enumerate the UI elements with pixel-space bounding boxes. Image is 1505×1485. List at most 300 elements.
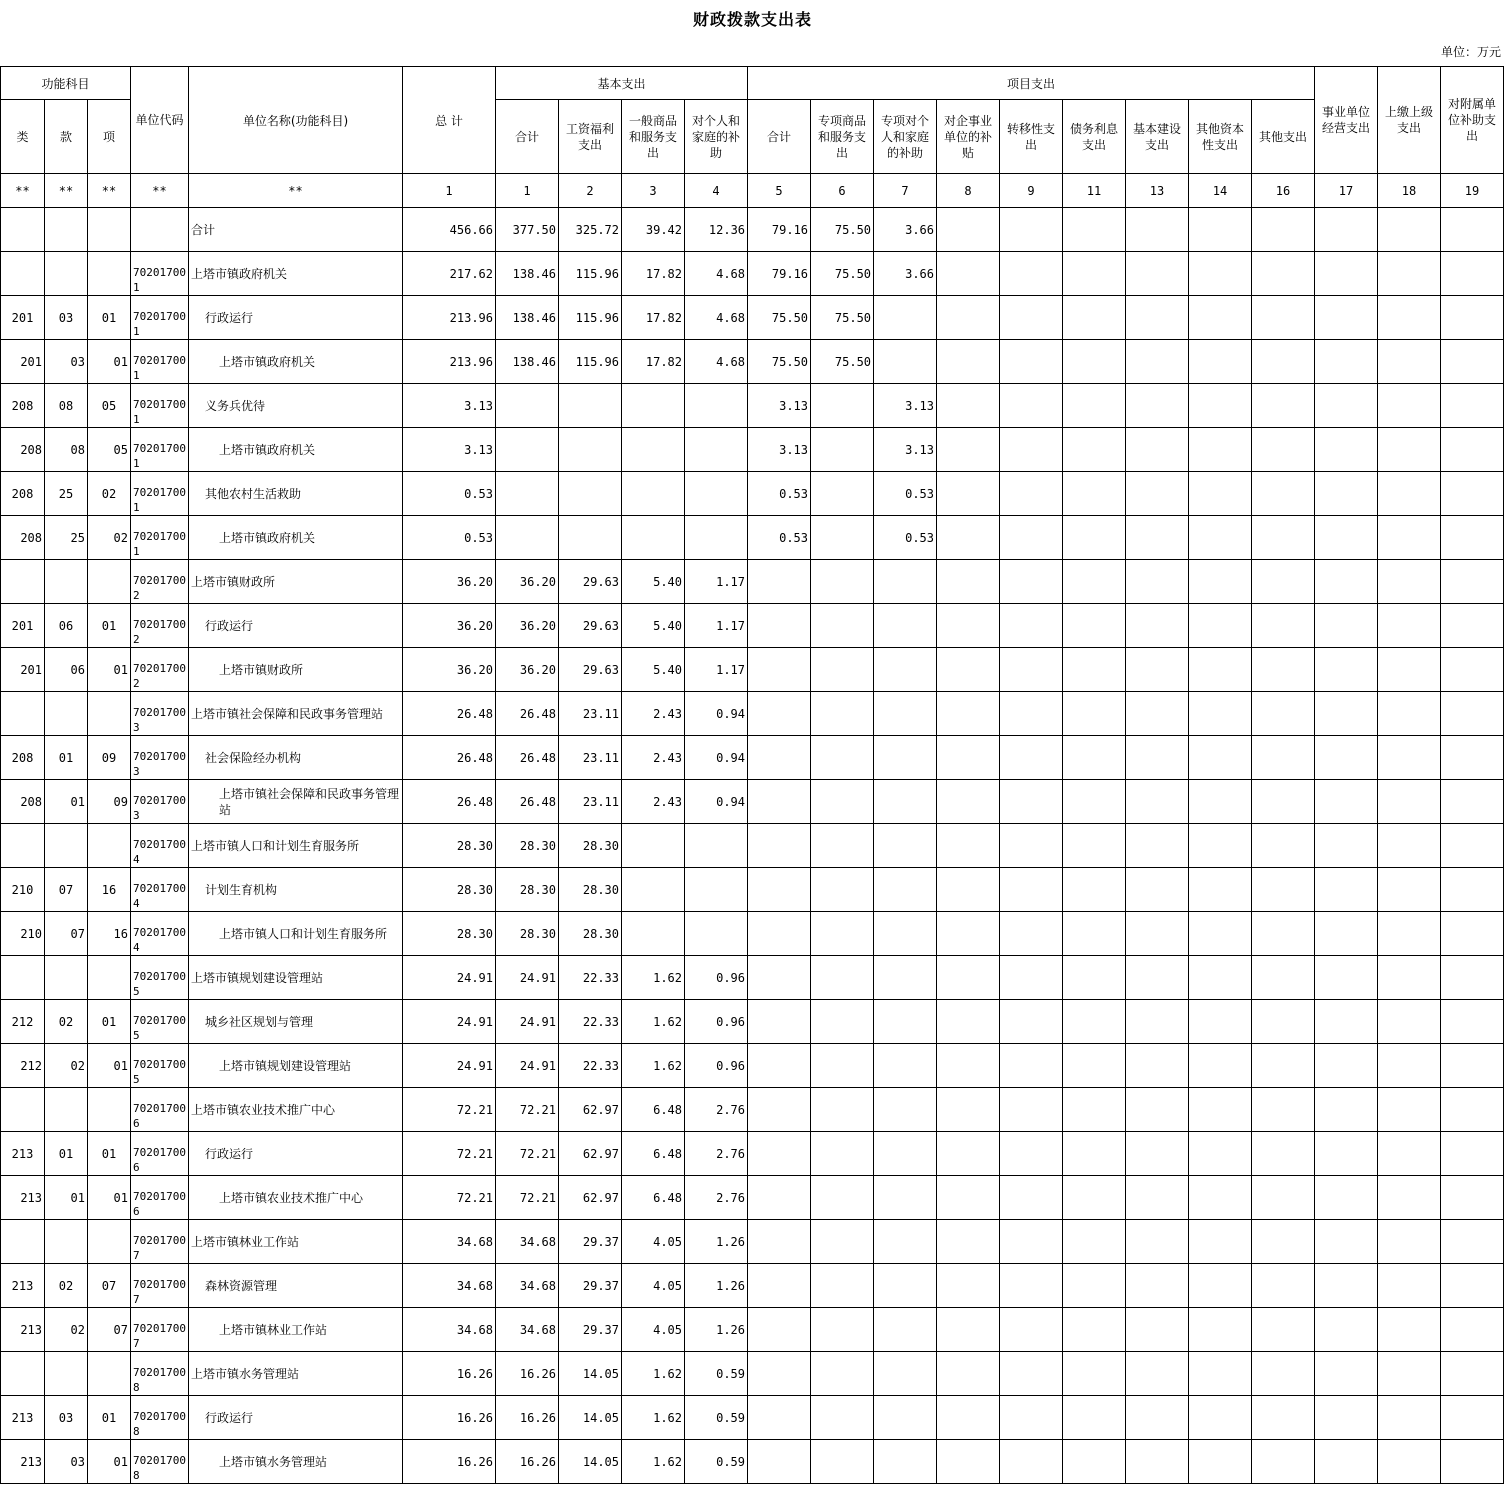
cell-amount: 36.20	[403, 648, 496, 692]
cell-amount	[811, 692, 874, 736]
cell-empty	[1000, 1176, 1063, 1220]
cell-amount: 3.13	[874, 384, 937, 428]
cell-amount	[748, 560, 811, 604]
cell-amount	[874, 1000, 937, 1044]
cell-amount	[811, 1440, 874, 1484]
cell-empty	[1252, 516, 1315, 560]
cell-empty	[1126, 780, 1189, 824]
cell-empty	[1126, 1000, 1189, 1044]
cell-lei	[1, 1352, 45, 1396]
cell-amount	[559, 384, 622, 428]
cell-empty	[1441, 1264, 1504, 1308]
header-func-subject: 功能科目	[1, 67, 131, 100]
cell-empty	[1378, 1000, 1441, 1044]
cell-empty	[1063, 252, 1126, 296]
cell-xiang	[88, 692, 131, 736]
cell-empty	[1315, 1088, 1378, 1132]
cell-empty	[1126, 648, 1189, 692]
cell-amount: 72.21	[496, 1176, 559, 1220]
cell-empty	[1126, 1220, 1189, 1264]
cell-empty	[1441, 1352, 1504, 1396]
cell-kuan: 03	[45, 296, 88, 340]
cell-empty	[1126, 1132, 1189, 1176]
header-index-cell: 3	[622, 174, 685, 208]
cell-amount: 1.62	[622, 1000, 685, 1044]
cell-empty	[1378, 560, 1441, 604]
cell-amount	[811, 1352, 874, 1396]
header-index-cell: **	[88, 174, 131, 208]
cell-empty	[1000, 824, 1063, 868]
cell-unit-name: 上塔市镇农业技术推广中心	[189, 1088, 403, 1132]
cell-empty	[1441, 956, 1504, 1000]
cell-unit-code: 702017002	[131, 648, 189, 692]
cell-xiang: 09	[88, 780, 131, 824]
cell-amount	[811, 1000, 874, 1044]
cell-unit-code: 702017001	[131, 252, 189, 296]
cell-empty	[1441, 604, 1504, 648]
cell-lei: 201	[1, 648, 45, 692]
cell-amount: 0.53	[874, 516, 937, 560]
cell-amount	[811, 1308, 874, 1352]
cell-amount: 22.33	[559, 1044, 622, 1088]
cell-unit-name: 上塔市镇水务管理站	[189, 1440, 403, 1484]
cell-lei	[1, 1220, 45, 1264]
cell-unit-name: 上塔市镇规划建设管理站	[189, 1044, 403, 1088]
header-index-cell: 9	[1000, 174, 1063, 208]
cell-amount: 34.68	[403, 1308, 496, 1352]
cell-amount: 0.96	[685, 1044, 748, 1088]
cell-empty	[1441, 516, 1504, 560]
cell-unit-code: 702017001	[131, 296, 189, 340]
cell-amount	[622, 824, 685, 868]
header-index-cell: 2	[559, 174, 622, 208]
cell-empty	[1000, 1396, 1063, 1440]
cell-amount: 72.21	[403, 1176, 496, 1220]
table-row	[1, 824, 1504, 868]
header-index-cell: 13	[1126, 174, 1189, 208]
cell-amount: 28.30	[559, 868, 622, 912]
cell-amount	[748, 604, 811, 648]
cell-unit-code: 702017005	[131, 1000, 189, 1044]
cell-unit-code	[131, 208, 189, 252]
cell-amount: 2.43	[622, 780, 685, 824]
cell-amount: 28.30	[496, 912, 559, 956]
cell-empty	[1000, 648, 1063, 692]
cell-empty	[1000, 868, 1063, 912]
cell-amount: 217.62	[403, 252, 496, 296]
cell-amount: 28.30	[403, 824, 496, 868]
cell-lei: 201	[1, 604, 45, 648]
cell-unit-code: 702017007	[131, 1264, 189, 1308]
cell-empty	[937, 252, 1000, 296]
cell-amount	[811, 912, 874, 956]
cell-amount	[811, 824, 874, 868]
table-row	[1, 1132, 1504, 1176]
cell-amount: 26.48	[496, 780, 559, 824]
cell-kuan	[45, 252, 88, 296]
cell-empty	[1315, 1308, 1378, 1352]
table-row	[1, 780, 1504, 824]
cell-empty	[1252, 868, 1315, 912]
cell-amount: 62.97	[559, 1176, 622, 1220]
cell-amount: 4.05	[622, 1308, 685, 1352]
cell-amount	[748, 1044, 811, 1088]
cell-xiang	[88, 1220, 131, 1264]
cell-empty	[1189, 1220, 1252, 1264]
header-project-col: 转移性支出	[1000, 100, 1063, 174]
cell-amount	[748, 1132, 811, 1176]
cell-amount: 79.16	[748, 208, 811, 252]
cell-empty	[937, 1176, 1000, 1220]
cell-empty	[1378, 1396, 1441, 1440]
cell-lei	[1, 208, 45, 252]
cell-amount	[874, 1088, 937, 1132]
cell-amount: 1.17	[685, 648, 748, 692]
cell-kuan	[45, 1088, 88, 1132]
cell-empty	[1000, 780, 1063, 824]
cell-empty	[1441, 296, 1504, 340]
cell-amount: 6.48	[622, 1088, 685, 1132]
cell-empty	[1063, 648, 1126, 692]
cell-amount	[685, 472, 748, 516]
cell-empty	[1378, 780, 1441, 824]
cell-amount	[874, 1396, 937, 1440]
table-row	[1, 648, 1504, 692]
cell-xiang: 01	[88, 648, 131, 692]
table-row	[1, 208, 1504, 252]
table-row	[1, 516, 1504, 560]
cell-empty	[1000, 560, 1063, 604]
cell-amount: 5.40	[622, 560, 685, 604]
cell-unit-code: 702017004	[131, 912, 189, 956]
cell-lei	[1, 692, 45, 736]
cell-amount: 14.05	[559, 1352, 622, 1396]
cell-empty	[1189, 472, 1252, 516]
cell-unit-code: 702017001	[131, 428, 189, 472]
cell-kuan: 06	[45, 648, 88, 692]
cell-amount: 3.13	[748, 428, 811, 472]
cell-empty	[1315, 1000, 1378, 1044]
cell-empty	[1189, 912, 1252, 956]
cell-xiang	[88, 1352, 131, 1396]
cell-empty	[1315, 1132, 1378, 1176]
cell-amount	[748, 868, 811, 912]
cell-empty	[937, 340, 1000, 384]
cell-amount: 3.13	[874, 428, 937, 472]
cell-empty	[1378, 1088, 1441, 1132]
cell-amount: 24.91	[403, 1000, 496, 1044]
header-index-cell: 4	[685, 174, 748, 208]
cell-empty	[1441, 1088, 1504, 1132]
cell-amount: 26.48	[496, 692, 559, 736]
cell-amount: 28.30	[496, 824, 559, 868]
cell-amount	[496, 472, 559, 516]
cell-amount	[811, 1264, 874, 1308]
cell-unit-name: 上塔市镇规划建设管理站	[189, 956, 403, 1000]
cell-empty	[1126, 208, 1189, 252]
cell-amount: 16.26	[403, 1440, 496, 1484]
header-unit-name: 单位名称(功能科目)	[189, 67, 403, 174]
cell-kuan: 01	[45, 780, 88, 824]
cell-amount	[748, 1440, 811, 1484]
cell-amount	[811, 1176, 874, 1220]
cell-empty	[1063, 824, 1126, 868]
cell-kuan: 08	[45, 428, 88, 472]
cell-empty	[1126, 736, 1189, 780]
page-title: 财政拨款支出表	[692, 10, 812, 29]
cell-unit-code: 702017005	[131, 1044, 189, 1088]
cell-empty	[1000, 296, 1063, 340]
header-tail-col: 上缴上级支出	[1378, 67, 1441, 174]
cell-lei: 208	[1, 428, 45, 472]
cell-amount	[559, 516, 622, 560]
table-row	[1, 1264, 1504, 1308]
cell-empty	[1063, 956, 1126, 1000]
cell-unit-name: 上塔市镇政府机关	[189, 428, 403, 472]
cell-empty	[1378, 1264, 1441, 1308]
header-index-cell: **	[189, 174, 403, 208]
cell-amount	[874, 604, 937, 648]
cell-empty	[1063, 1176, 1126, 1220]
cell-xiang: 16	[88, 868, 131, 912]
cell-empty	[937, 516, 1000, 560]
cell-xiang: 01	[88, 604, 131, 648]
cell-empty	[1441, 868, 1504, 912]
cell-empty	[937, 604, 1000, 648]
cell-empty	[1063, 1220, 1126, 1264]
cell-empty	[1378, 208, 1441, 252]
cell-empty	[1252, 1000, 1315, 1044]
cell-empty	[1441, 560, 1504, 604]
cell-lei: 213	[1, 1308, 45, 1352]
cell-amount: 75.50	[748, 296, 811, 340]
cell-amount: 17.82	[622, 252, 685, 296]
cell-amount: 28.30	[496, 868, 559, 912]
cell-lei: 208	[1, 472, 45, 516]
cell-empty	[1315, 956, 1378, 1000]
cell-amount	[748, 1000, 811, 1044]
cell-amount: 115.96	[559, 296, 622, 340]
cell-empty	[1189, 1132, 1252, 1176]
cell-kuan: 07	[45, 868, 88, 912]
cell-amount	[748, 1220, 811, 1264]
cell-amount: 75.50	[811, 208, 874, 252]
cell-amount: 138.46	[496, 296, 559, 340]
cell-empty	[1189, 692, 1252, 736]
cell-amount: 75.50	[811, 296, 874, 340]
cell-xiang: 05	[88, 428, 131, 472]
cell-empty	[1126, 1176, 1189, 1220]
cell-xiang: 01	[88, 340, 131, 384]
cell-xiang: 01	[88, 1000, 131, 1044]
cell-amount: 115.96	[559, 340, 622, 384]
cell-empty	[1315, 648, 1378, 692]
header-unit-code: 单位代码	[131, 67, 189, 174]
cell-amount	[811, 956, 874, 1000]
cell-empty	[1315, 868, 1378, 912]
header-project-col: 基本建设支出	[1126, 100, 1189, 174]
cell-empty	[1000, 1220, 1063, 1264]
cell-amount: 29.63	[559, 604, 622, 648]
cell-empty	[1441, 736, 1504, 780]
header-kuan: 款	[45, 100, 88, 174]
cell-empty	[1378, 252, 1441, 296]
cell-empty	[1000, 1264, 1063, 1308]
cell-amount: 79.16	[748, 252, 811, 296]
cell-amount	[559, 472, 622, 516]
cell-amount: 1.62	[622, 1396, 685, 1440]
cell-empty	[1315, 780, 1378, 824]
cell-empty	[937, 956, 1000, 1000]
cell-empty	[1315, 516, 1378, 560]
cell-empty	[937, 824, 1000, 868]
cell-amount: 213.96	[403, 296, 496, 340]
cell-xiang: 09	[88, 736, 131, 780]
header-index-cell: 18	[1378, 174, 1441, 208]
cell-amount	[622, 384, 685, 428]
cell-amount: 1.62	[622, 956, 685, 1000]
cell-kuan: 02	[45, 1264, 88, 1308]
table-row	[1, 1396, 1504, 1440]
cell-amount: 26.48	[403, 692, 496, 736]
cell-amount	[874, 868, 937, 912]
cell-empty	[1189, 648, 1252, 692]
cell-empty	[1126, 1396, 1189, 1440]
cell-xiang: 01	[88, 1132, 131, 1176]
cell-empty	[1252, 604, 1315, 648]
cell-amount: 1.26	[685, 1308, 748, 1352]
cell-empty	[1000, 1000, 1063, 1044]
cell-empty	[937, 1440, 1000, 1484]
cell-empty	[1126, 824, 1189, 868]
cell-amount: 75.50	[811, 340, 874, 384]
cell-amount: 0.53	[874, 472, 937, 516]
cell-amount: 29.37	[559, 1220, 622, 1264]
cell-amount: 0.94	[685, 780, 748, 824]
cell-empty	[1252, 1396, 1315, 1440]
cell-empty	[1189, 780, 1252, 824]
cell-empty	[1126, 296, 1189, 340]
cell-empty	[1441, 340, 1504, 384]
cell-empty	[1252, 560, 1315, 604]
header-index-cell: 14	[1189, 174, 1252, 208]
cell-amount: 3.13	[748, 384, 811, 428]
cell-amount	[748, 1176, 811, 1220]
table-row	[1, 956, 1504, 1000]
cell-kuan: 07	[45, 912, 88, 956]
cell-amount: 138.46	[496, 252, 559, 296]
cell-amount: 29.63	[559, 648, 622, 692]
cell-amount: 17.82	[622, 296, 685, 340]
cell-empty	[1315, 472, 1378, 516]
cell-amount: 23.11	[559, 780, 622, 824]
cell-amount: 138.46	[496, 340, 559, 384]
cell-amount: 2.43	[622, 736, 685, 780]
cell-empty	[1063, 1308, 1126, 1352]
cell-amount	[874, 1132, 937, 1176]
cell-amount: 24.91	[403, 956, 496, 1000]
cell-amount	[748, 824, 811, 868]
cell-empty	[1000, 1088, 1063, 1132]
cell-amount: 4.68	[685, 340, 748, 384]
cell-kuan	[45, 1220, 88, 1264]
cell-kuan: 01	[45, 1176, 88, 1220]
cell-empty	[1000, 956, 1063, 1000]
cell-amount: 62.97	[559, 1132, 622, 1176]
cell-amount	[685, 428, 748, 472]
cell-lei: 210	[1, 868, 45, 912]
cell-empty	[937, 1044, 1000, 1088]
cell-empty	[1252, 956, 1315, 1000]
cell-amount: 36.20	[496, 604, 559, 648]
cell-empty	[1189, 384, 1252, 428]
cell-amount	[748, 1396, 811, 1440]
cell-empty	[1315, 1176, 1378, 1220]
cell-xiang	[88, 824, 131, 868]
cell-unit-code: 702017002	[131, 604, 189, 648]
cell-amount: 3.66	[874, 208, 937, 252]
cell-empty	[1315, 736, 1378, 780]
cell-amount: 1.26	[685, 1220, 748, 1264]
cell-amount: 213.96	[403, 340, 496, 384]
cell-empty	[1126, 956, 1189, 1000]
table-row	[1, 1220, 1504, 1264]
table-row	[1, 340, 1504, 384]
header-project-col: 专项对个人和家庭的补助	[874, 100, 937, 174]
header-project-expense: 项目支出	[748, 67, 1315, 100]
cell-empty	[937, 736, 1000, 780]
cell-empty	[1000, 252, 1063, 296]
cell-empty	[1252, 296, 1315, 340]
cell-amount: 0.53	[403, 516, 496, 560]
cell-empty	[1441, 780, 1504, 824]
cell-empty	[1189, 1440, 1252, 1484]
cell-unit-name: 行政运行	[189, 296, 403, 340]
cell-amount: 28.30	[403, 912, 496, 956]
cell-empty	[1126, 868, 1189, 912]
cell-lei: 213	[1, 1440, 45, 1484]
cell-amount	[874, 1264, 937, 1308]
cell-empty	[1378, 472, 1441, 516]
cell-empty	[1315, 428, 1378, 472]
cell-amount	[559, 428, 622, 472]
cell-unit-code: 702017001	[131, 384, 189, 428]
cell-amount	[874, 1044, 937, 1088]
cell-empty	[1063, 1440, 1126, 1484]
cell-empty	[1252, 208, 1315, 252]
cell-amount	[622, 868, 685, 912]
cell-empty	[1189, 560, 1252, 604]
cell-unit-code: 702017008	[131, 1396, 189, 1440]
cell-empty	[1252, 1044, 1315, 1088]
cell-empty	[937, 208, 1000, 252]
cell-kuan: 06	[45, 604, 88, 648]
cell-amount	[685, 516, 748, 560]
cell-empty	[1126, 1088, 1189, 1132]
cell-empty	[1378, 648, 1441, 692]
cell-unit-name: 上塔市镇财政所	[189, 648, 403, 692]
cell-empty	[1441, 1044, 1504, 1088]
cell-empty	[1063, 428, 1126, 472]
cell-amount	[874, 780, 937, 824]
cell-amount	[874, 296, 937, 340]
cell-empty	[1252, 1088, 1315, 1132]
cell-empty	[1252, 692, 1315, 736]
cell-amount: 115.96	[559, 252, 622, 296]
cell-kuan	[45, 1352, 88, 1396]
cell-empty	[1252, 912, 1315, 956]
cell-unit-code: 702017006	[131, 1088, 189, 1132]
